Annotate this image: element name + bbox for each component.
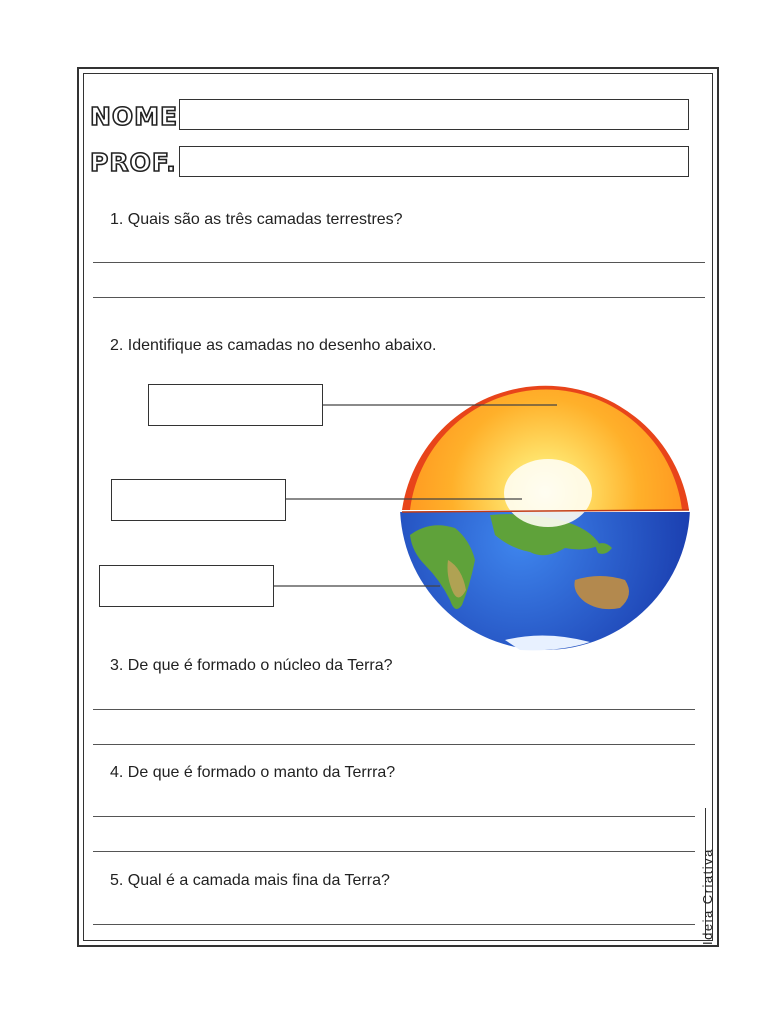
answer-line-3b[interactable] [93,744,695,745]
question-4: 4. De que é formado o manto da Terrra? [110,764,396,781]
teacher-label: PROF. [90,148,177,177]
question-5: 5. Qual é a camada mais fina da Terra? [110,872,390,889]
question-2: 2. Identifique as camadas no desenho abaixo. [110,337,437,354]
answer-line-5a[interactable] [93,924,695,925]
layer-label-box-3[interactable] [99,565,274,607]
layer-label-box-2[interactable] [111,479,286,521]
question-1: 1. Quais são as três camadas terrestres? [110,211,403,228]
name-label: NOME [90,102,179,131]
question-3: 3. De que é formado o núcleo da Terra? [110,657,393,674]
credit-text: Ideia Criativa [700,848,715,945]
core-layer [504,459,592,527]
answer-line-4b[interactable] [93,851,695,852]
layer-label-box-1[interactable] [148,384,323,426]
answer-line-4a[interactable] [93,816,695,817]
answer-line-3a[interactable] [93,709,695,710]
